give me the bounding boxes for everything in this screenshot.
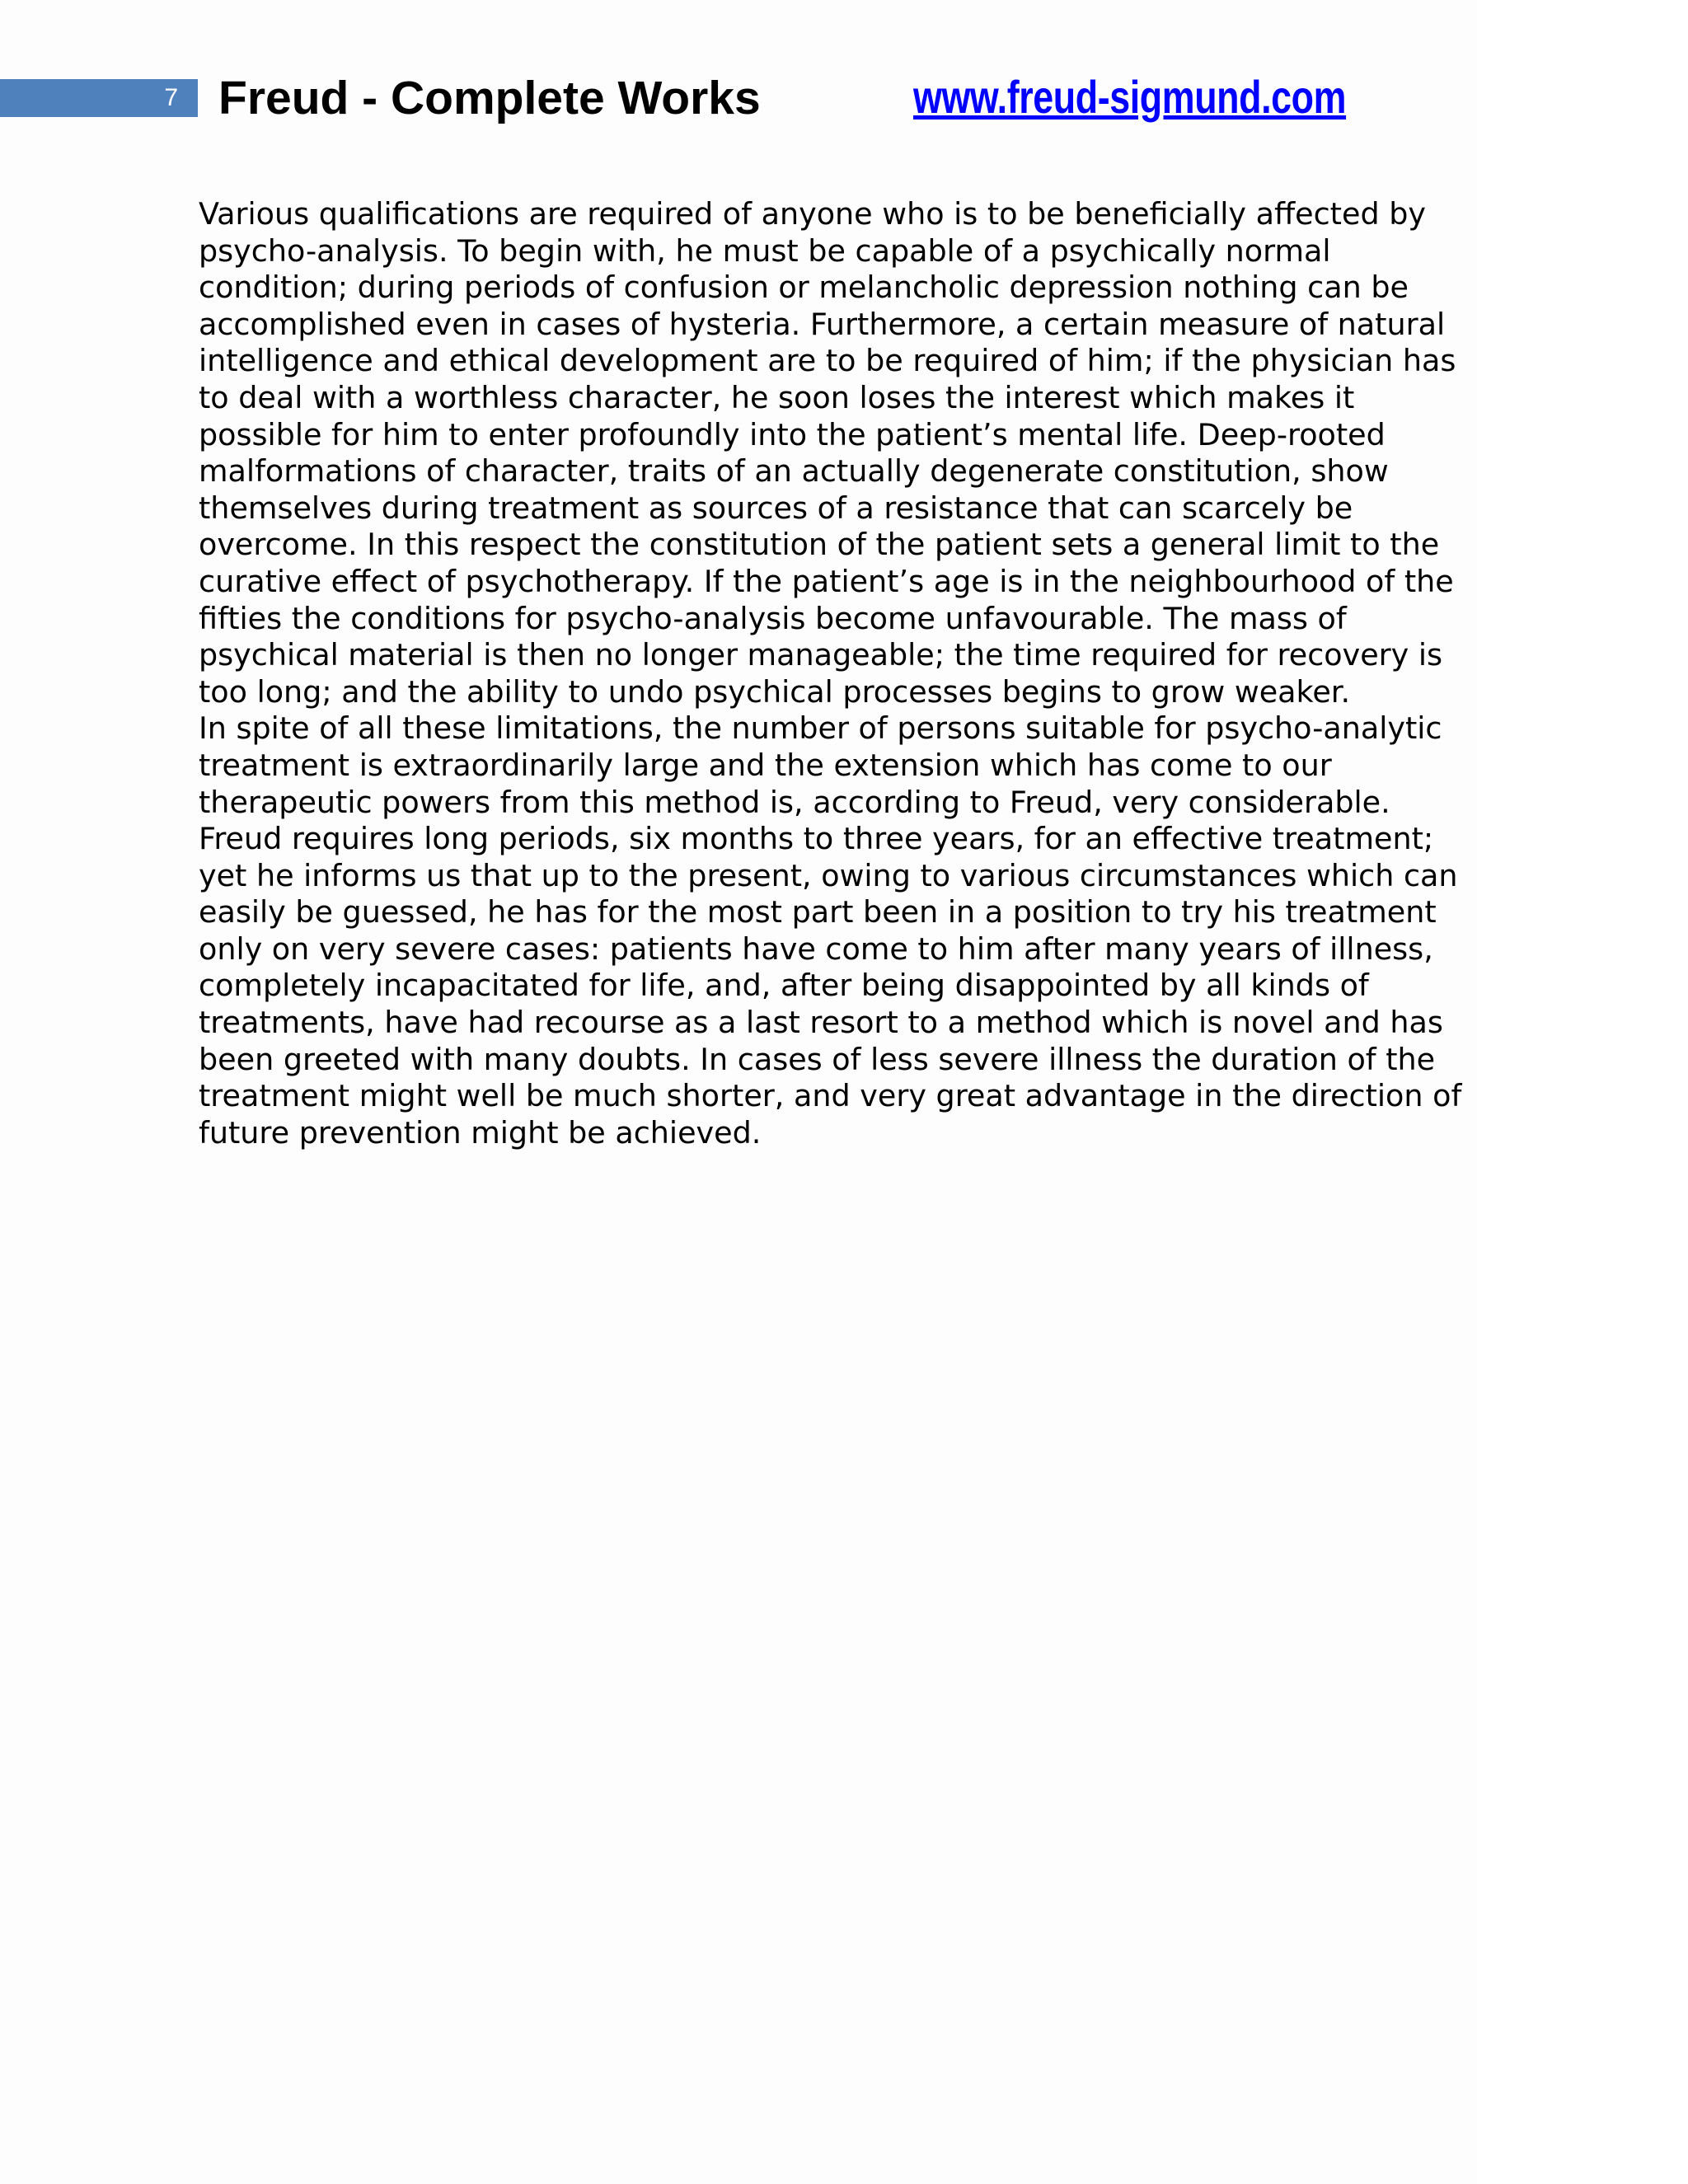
body-line: In spite of all these limitations, the number of persons suitable for psycho-analytic bbox=[199, 710, 1442, 747]
body-line: overcome. In this respect the constitution of the patient sets a general limit to the bbox=[199, 527, 1440, 563]
body-line: malformations of character, traits of an actually degenerate constitution, show bbox=[199, 453, 1389, 490]
body-line: easily be guessed, he has for the most part been in a position to try his treatment bbox=[199, 894, 1437, 930]
body-line: future prevention might be achieved. bbox=[199, 1114, 762, 1151]
body-line: curative effect of psychotherapy. If the patient’s age is in the neighbourhood of the bbox=[199, 563, 1454, 599]
body-line: condition; during periods of confusion or melancholic depression nothing can be bbox=[199, 269, 1409, 306]
body-line: therapeutic powers from this method is, according to Freud, very considerable. bbox=[199, 784, 1390, 820]
page-number: 7 bbox=[164, 84, 178, 111]
body-line: intelligence and ethical development are to be required of him; if the physician has bbox=[199, 343, 1456, 379]
body-text bbox=[199, 196, 1484, 1151]
body-line: only on very severe cases: patients have come to him after many years of illness, bbox=[199, 930, 1433, 967]
body-line: psychical material is then no longer manageable; the time required for recovery is bbox=[199, 637, 1443, 673]
body-line: treatment is extraordinarily large and the extension which has come to our bbox=[199, 747, 1332, 783]
body-line: treatment might well be much shorter, and very great advantage in the direction of bbox=[199, 1078, 1462, 1114]
body-line: been greeted with many doubts. In cases of less severe illness the duration of the bbox=[199, 1041, 1436, 1077]
body-line: possible for him to enter profoundly into the patient’s mental life. Deep-rooted bbox=[199, 416, 1386, 452]
body-line: accomplished even in cases of hysteria. Furthermore, a certain measure of natural bbox=[199, 306, 1446, 342]
body-line: to deal with a worthless character, he soon loses the interest which makes it bbox=[199, 379, 1355, 415]
body-line: fifties the conditions for psycho-analysis become unfavourable. The mass of bbox=[199, 600, 1347, 636]
page-number-bar bbox=[0, 79, 198, 117]
body-line: psycho-analysis. To begin with, he must be capable of a psychically normal bbox=[199, 232, 1331, 269]
body-line: Freud requires long periods, six months to three years, for an effective treatment; bbox=[199, 821, 1434, 857]
header-title: Freud - Complete Works bbox=[218, 72, 761, 124]
body-line: too long; and the ability to undo psychical processes begins to grow weaker. bbox=[199, 673, 1351, 710]
body-line: treatments, have had recourse as a last resort to a method which is novel and has bbox=[199, 1005, 1443, 1041]
body-line: themselves during treatment as sources of a resistance that can scarcely be bbox=[199, 490, 1353, 526]
body-line: completely incapacitated for life, and, after being disappointed by all kinds of bbox=[199, 968, 1369, 1004]
website-link[interactable]: www.freud-sigmund.com bbox=[913, 71, 1347, 123]
body-line: yet he informs us that up to the present, owing to various circumstances which can bbox=[199, 857, 1458, 893]
body-line: Various qualifications are required of anyone who is to be beneficially affected by bbox=[199, 196, 1426, 232]
